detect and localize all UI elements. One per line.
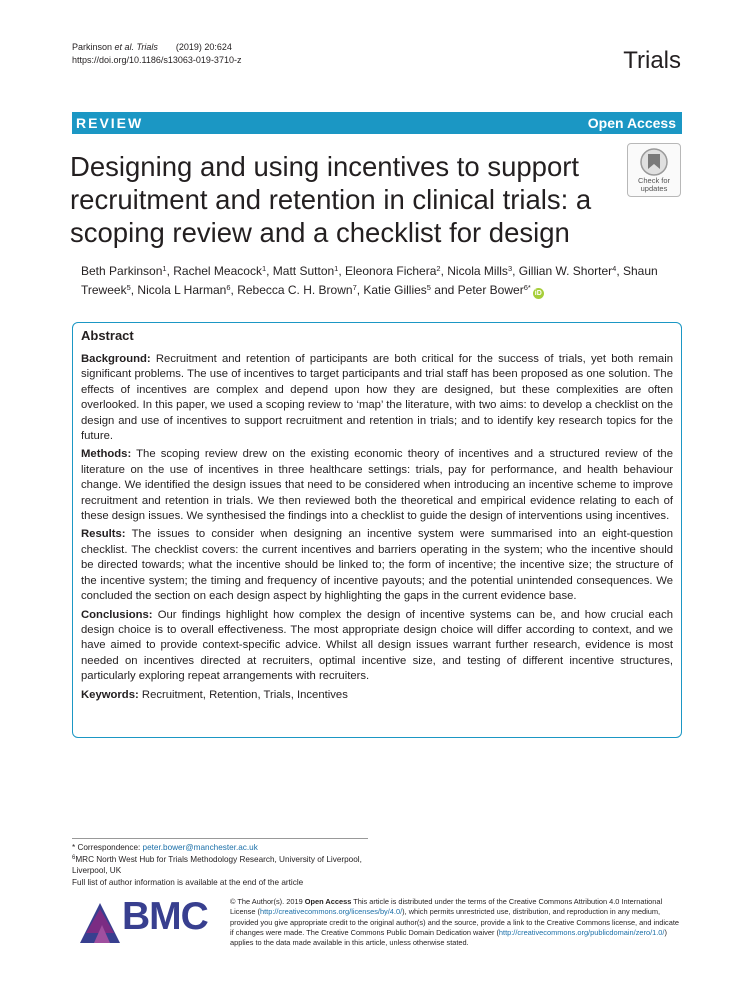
cc-zero-waiver-link[interactable]: http://creativecommons.org/publicdomain/zero/1.0/ [498,927,665,937]
abstract-results: Results: The issues to consider when designing an incentive system were summarised into an eight-question checklist. The checklist covers: the current incentives and barriers operating in the system; who the incentive should be directed towards; what the incentive should be linked to; the form of incentive; the incentive size; the structure of the incentive system; the timing and frequency of incentive payouts; and the potential unintended consequences. We concluded the section on each design aspect by highlighting the gaps in the current evidence base. [81,528,673,603]
author: Katie Gillies$^5$ [363,283,431,297]
abstract-background: Background: Recruitment and retention of participants are both critical for the success of trials, yet both remain significant problems. The use of incentives to target participants and trial staff has been proposed as one solution. The effects of incentives are complex and depend upon how they are designed, but these complexities are often overlooked. In this paper, we used a scoping review to ‘map’ the literature, with two aims: to develop a checklist on the design and use of incentives to support recruitment and retention in trials; and to identify key research topics for the future. [81,353,673,443]
abstract-methods: Methods: The scoping review drew on the existing economic theory of incentives and a structured review of the literature on the use of incentives in three healthcare settings: trials, pay for performance, and health behaviour change. We identified the design issues that need to be considered when introducing an incentive scheme to improve recruitment and retention in trials. We then reviewed both the theoretical and empirical evidence relating to each of these design issues. We synthesised the findings into a checklist to guide the design of interventions using incentives. [81,448,673,523]
check-for-updates-line2: updates [640,184,668,193]
doi-link[interactable]: https://doi.org/10.1186/s13063-019-3710-z [72,55,242,65]
author: Matt Sutton$^1$ [272,264,339,278]
running-header [72,41,241,67]
check-for-updates-badge[interactable] [627,143,681,197]
abstract-heading: Abstract [81,328,134,343]
cc-by-license-link[interactable]: http://creativecommons.org/licenses/by/4.0/ [260,907,403,917]
citation-author: Parkinson [72,42,115,52]
author: Rebecca C. H. Brown$^7$ [237,283,357,297]
bmc-logo [80,895,210,945]
author-info-note: Full list of author information is available at the end of the article [72,877,304,887]
author: Eleonora Fichera$^2$ [345,264,441,278]
author: Peter Bower$^{6*}$ [457,283,531,297]
author: Gillian W. Shorter$^4$ [518,264,617,278]
orcid-icon[interactable]: iD [534,290,542,297]
correspondence-email-link[interactable]: peter.bower@manchester.ac.uk [142,843,258,852]
citation-etal: et al. Trials [114,42,158,52]
footnote-divider [72,838,368,839]
author: Shaun Treweek$^5$ [81,264,658,297]
author: Nicola Mills$^3$ [447,264,513,278]
license-open-access: Open Access [304,897,352,906]
abstract-box [72,322,682,738]
check-for-updates-line1: Check for [637,176,671,185]
abstract-conclusions: Conclusions: Our findings highlight how complex the design of incentive systems can be, and how crucial each design choice is to overall effectiveness. The most appropriate design choice will differ according to context, and we have aimed to provide context-specific advice. Whilst all design issues warrant further research, evidence is most needed on incentives directed at recruiters, optimal incentive size, and testing of different incentive structures, particularly exploring repeat arrangements with recruiters. [81,608,673,683]
citation-line [72,41,241,54]
abstract-keywords: Keywords: Recruitment, Retention, Trials, Incentives [81,688,348,701]
bmc-logo-text: BMC [122,895,208,938]
article-type-banner [72,112,682,134]
open-access-label: Open Access [587,115,676,131]
correspondence: * Correspondence: peter.bower@manchester.ac.uk [72,843,258,852]
citation-year: (2019) 20:624 [175,42,232,52]
article-type-label: REVIEW [76,115,144,131]
affiliation: $^6$MRC North West Hub for Trials Methodology Research, University of Liverpool, Liverpool, UK [72,854,362,875]
bmc-logo-icon [80,899,120,943]
license-statement: © The Author(s). 2019 Open Access This article is distributed under the terms of the Creative Commons Attribution 4.0 International License (http://creativecommons.org/licenses/by/4.0/), which permits unrestricted use, distribution, and reproduction in any medium, provided you give appropriate credit to the original author(s) and the source, provide a link to the Creative Commons license, and indicate if changes were made. The Creative Commons Public Domain Dedication waiver (http://creativecommons.org/publicdomain/zero/1.0/) applies to the data made available in this article, unless otherwise stated. [230,897,680,948]
author-list: Beth Parkinson$^1$, Rachel Meacock$^1$, Matt Sutton$^1$, Eleonora Fichera$^2$, Nicola Mills$^3$, Gillian W. Shorter$^4$, Shaun Treweek$^5$, Nicola L Harman$^6$, Rebecca C. H. Brown$^7$, Katie Gillies$^5$ and Peter Bower$^{6*}$iD [81,264,658,297]
author: Nicola L Harman$^6$ [137,283,231,297]
article-title: Designing and using incentives to support recruitment and retention in clinical trials: a scoping review and a checklist for design [70,151,592,248]
footnote [72,842,372,888]
author: Beth Parkinson$^1$ [81,264,167,278]
author: Rachel Meacock$^1$ [173,264,267,278]
check-for-updates-icon [639,147,669,177]
journal-name: Trials [623,47,681,74]
